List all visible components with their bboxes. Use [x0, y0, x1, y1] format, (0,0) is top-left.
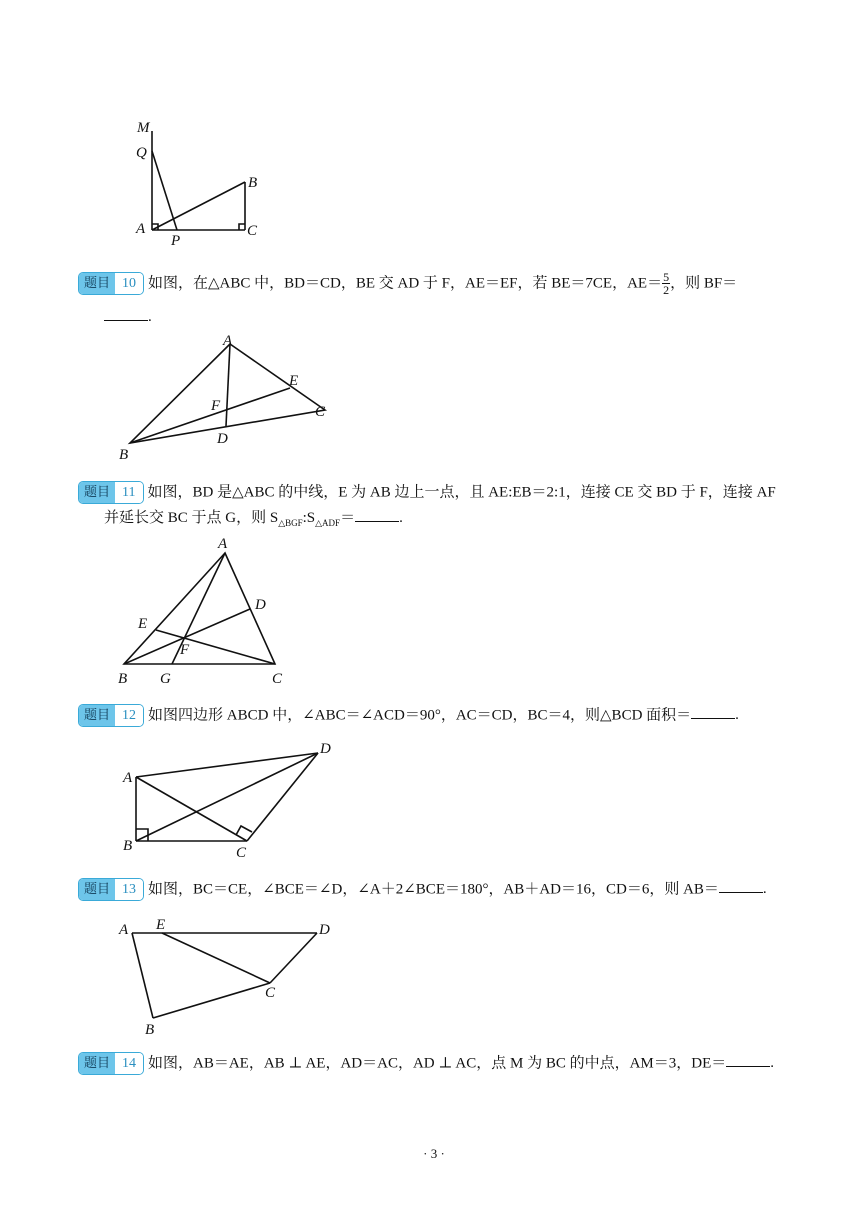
label-m: M	[137, 120, 150, 136]
segment-cd	[247, 753, 318, 841]
figure-12-diagram	[110, 735, 350, 865]
question-badge: 题目 10	[78, 272, 144, 295]
segment-bc	[153, 983, 270, 1018]
label-c: C	[315, 404, 326, 420]
answer-blank[interactable]	[691, 704, 735, 719]
segment-ab	[152, 182, 245, 230]
answer-blank[interactable]	[355, 507, 399, 522]
label-c: C	[265, 985, 276, 1001]
label-e: E	[156, 917, 166, 933]
question-10: 题目 10 如图，在△ABC 中，BD＝CD，BE 交 AD 于 F，AE＝EF，若 BE＝7CE，AE＝ $\frac{5}{2}$ ，则 BF＝	[78, 270, 737, 297]
segment-ad	[136, 753, 318, 777]
question-badge: 题目 13	[78, 878, 144, 901]
label-b: B	[145, 1022, 155, 1038]
segment-bd	[136, 753, 318, 841]
label-e: E	[289, 373, 299, 389]
question-text: 如图，BC＝CE，∠BCE＝∠D，∠A＋2∠BCE＝180°，AB＋AD＝16，CD＝6，则 AB＝	[148, 881, 719, 898]
figure-11-diagram	[110, 530, 310, 690]
label-a: A	[119, 922, 129, 938]
label-p: P	[171, 233, 181, 249]
question-text: 如图，BD 是△ABC 的中线，E 为 AB 边上一点，且 AE:EB＝2:1，连接 CE 交 BD 于 F，连接 AF	[147, 484, 776, 501]
question-text: 如图，AB＝AE，AB ⊥ AE，AD＝AC，AD ⊥ AC，点 M 为 BC 的中点，AM＝3，DE＝	[148, 1055, 727, 1072]
label-b: B	[123, 838, 133, 854]
label-c: C	[247, 223, 258, 239]
right-angle-c-icon	[239, 224, 245, 230]
segment-ec	[162, 933, 270, 983]
answer-blank[interactable]	[719, 878, 763, 893]
label-d: D	[217, 431, 228, 447]
question-10-line2: .	[104, 304, 152, 330]
segment-ad	[226, 344, 230, 426]
question-13: 题目 13 如图，BC＝CE，∠BCE＝∠D，∠A＋2∠BCE＝180°，AB＋AD＝16，CD＝6，则 AB＝ .	[78, 876, 767, 903]
label-d: D	[255, 597, 266, 613]
answer-blank[interactable]	[726, 1052, 770, 1067]
page-number: · 3 ·	[423, 1146, 445, 1161]
segment-qp	[152, 151, 177, 230]
figure-13-diagram	[110, 910, 350, 1040]
fraction: $\frac{5}{2}$	[663, 270, 670, 298]
question-12: 题目 12 如图四边形 ABCD 中，∠ABC＝∠ACD＝90°，AC＝CD，BC＝4，则△BCD 面积＝ .	[78, 702, 739, 729]
question-11	[78, 479, 776, 506]
segment-ac	[136, 777, 247, 841]
segment-ab	[132, 933, 153, 1018]
label-a: A	[223, 333, 233, 349]
question-text: 如图四边形 ABCD 中，∠ABC＝∠ACD＝90°，AC＝CD，BC＝4，则△BCD 面积＝	[148, 707, 692, 724]
question-badge: 题目 12	[78, 704, 144, 727]
question-badge: 题目 11	[78, 481, 144, 504]
label-b: B	[118, 671, 128, 687]
question-14: 题目 14 如图，AB＝AE，AB ⊥ AE，AD＝AC，AD ⊥ AC，点 M 为 BC 的中点，AM＝3，DE＝ .	[78, 1050, 774, 1077]
right-angle-b-icon	[136, 829, 148, 841]
label-b: B	[248, 175, 258, 191]
label-a: A	[136, 221, 146, 237]
figure-10-diagram	[110, 330, 350, 470]
label-a: A	[123, 770, 133, 786]
label-q: Q	[136, 145, 147, 161]
segment-be	[130, 388, 290, 443]
figure-9-diagram	[125, 115, 275, 250]
label-d: D	[319, 922, 330, 938]
label-b: B	[119, 447, 129, 463]
label-c: C	[236, 845, 247, 861]
label-d: D	[320, 741, 331, 757]
label-f: F	[180, 642, 190, 658]
label-a: A	[218, 536, 228, 552]
label-e: E	[138, 616, 148, 632]
triangle-abc	[124, 553, 275, 664]
label-g: G	[160, 671, 171, 687]
question-text: 如图，在△ABC 中，BD＝CD，BE 交 AD 于 F，AE＝EF，若 BE＝7CE，AE＝	[148, 275, 663, 292]
question-11-line2: 并延长交 BC 于点 G，则 $S_{\triangle BGF}:S_{\triangle ADF}=$ .	[104, 505, 403, 536]
right-angle-c-icon	[236, 826, 252, 835]
answer-blank[interactable]	[104, 306, 148, 321]
label-f: F	[211, 398, 221, 414]
question-badge: 题目 14	[78, 1052, 144, 1075]
label-c: C	[272, 671, 283, 687]
segment-cd	[270, 933, 317, 983]
